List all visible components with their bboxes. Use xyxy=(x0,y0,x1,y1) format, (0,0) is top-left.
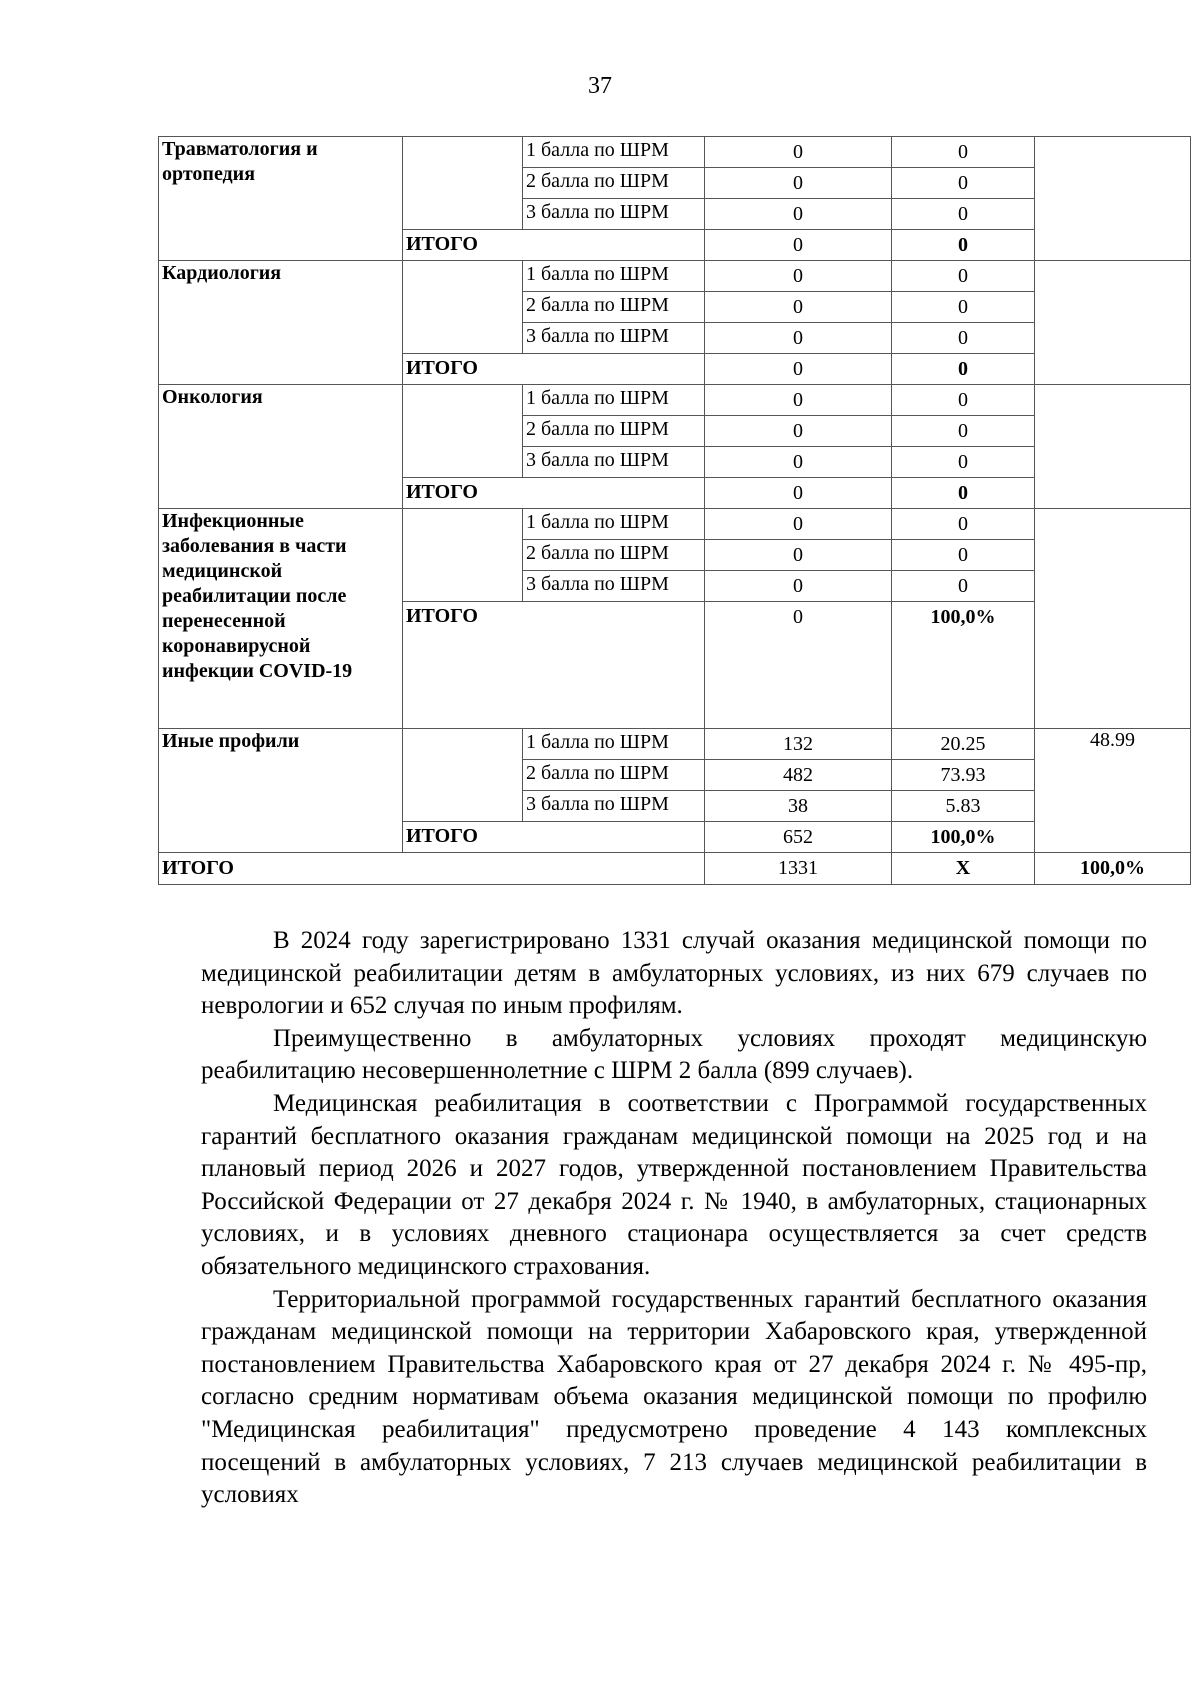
level-label: 3 балла по ШРМ xyxy=(523,323,705,354)
percent-cell: 0 xyxy=(892,292,1035,323)
table-row xyxy=(159,385,1191,416)
level-label: 2 балла по ШРМ xyxy=(523,540,705,571)
percent-cell: 0 xyxy=(892,168,1035,199)
count-cell: 0 xyxy=(705,416,892,447)
count-cell: 0 xyxy=(705,261,892,292)
count-cell: 132 xyxy=(705,729,892,760)
profile-cell: Травматология и ортопедия xyxy=(159,137,403,261)
table-row-grand-total xyxy=(159,853,1191,885)
count-cell: 0 xyxy=(705,168,892,199)
count-cell: 0 xyxy=(705,199,892,230)
table-row xyxy=(159,509,1191,540)
level-label: 3 балла по ШРМ xyxy=(523,447,705,478)
level-label: 2 балла по ШРМ xyxy=(523,760,705,791)
percent-cell: 73.93 xyxy=(892,760,1035,791)
body-text xyxy=(201,925,1147,1512)
grand-total-share: 100,0% xyxy=(1035,853,1191,885)
subtotal-label: ИТОГО xyxy=(403,478,705,509)
page-number: 37 xyxy=(588,73,612,99)
percent-cell: 0 xyxy=(892,261,1035,292)
level-label: 3 балла по ШРМ xyxy=(523,571,705,602)
paragraph: Преимущественно в амбулаторных условиях проходят медицинскую реабилитацию несовершеннолетние с ШРМ 2 балла (899 случаев). xyxy=(201,1024,1147,1085)
subtotal-percent: 0 xyxy=(892,354,1035,385)
level-label: 1 балла по ШРМ xyxy=(523,261,705,292)
subtotal-count: 0 xyxy=(705,230,892,261)
paragraph: В 2024 году зарегистрировано 1331 случай оказания медицинской помощи по медицинской реабилитации детям в амбулаторных условиях, из них 679 случаев по неврологии и 652 случая по иным профилям. xyxy=(201,927,1147,1020)
table-row xyxy=(159,137,1191,168)
level-label: 3 балла по ШРМ xyxy=(523,199,705,230)
count-cell: 0 xyxy=(705,137,892,168)
grand-total-label: ИТОГО xyxy=(159,853,705,885)
percent-cell: 5.83 xyxy=(892,791,1035,822)
level-label: 1 балла по ШРМ xyxy=(523,137,705,168)
profile-cell: Инфекционные заболевания в части медицинской реабилитации после перенесенной коронавирусной инфекции COVID-19 xyxy=(159,509,403,729)
percent-cell: 0 xyxy=(892,199,1035,230)
grand-total-percent: Х xyxy=(892,853,1035,885)
share-cell xyxy=(1035,261,1191,385)
count-cell: 0 xyxy=(705,447,892,478)
level-label: 2 балла по ШРМ xyxy=(523,292,705,323)
subtotal-label: ИТОГО xyxy=(403,822,705,853)
subtotal-label: ИТОГО xyxy=(403,230,705,261)
percent-cell: 0 xyxy=(892,323,1035,354)
subtotal-percent: 100,0% xyxy=(892,602,1035,729)
subtotal-percent: 0 xyxy=(892,230,1035,261)
level-label: 3 балла по ШРМ xyxy=(523,791,705,822)
subtotal-label: ИТОГО xyxy=(403,354,705,385)
count-cell: 38 xyxy=(705,791,892,822)
percent-cell: 0 xyxy=(892,540,1035,571)
profile-cell: Иные профили xyxy=(159,729,403,853)
level-label: 1 балла по ШРМ xyxy=(523,385,705,416)
percent-cell: 20.25 xyxy=(892,729,1035,760)
count-cell: 0 xyxy=(705,385,892,416)
paragraph: Медицинская реабилитация в соответствии с Программой государственных гарантий бесплатного оказания гражданам медицинской помощи на 2025 год и на плановый период 2026 и 2027 годов, утвержденной постановлением Правительства Российской Федерации от 27 декабря 2024 г. № 1940, в амбулаторных, стационарных условиях, и в условиях дневного стационара осуществляется за счет средств обязательного медицинского страхования. xyxy=(201,1089,1147,1280)
count-cell: 0 xyxy=(705,292,892,323)
subtotal-count: 652 xyxy=(705,822,892,853)
share-cell xyxy=(1035,509,1191,729)
table-row xyxy=(159,261,1191,292)
subtotal-count: 0 xyxy=(705,602,892,729)
grand-total-count: 1331 xyxy=(705,853,892,885)
count-cell: 482 xyxy=(705,760,892,791)
percent-cell: 0 xyxy=(892,509,1035,540)
subtotal-count: 0 xyxy=(705,354,892,385)
share-cell xyxy=(1035,137,1191,261)
subtotal-label: ИТОГО xyxy=(403,602,705,729)
count-cell: 0 xyxy=(705,509,892,540)
percent-cell: 0 xyxy=(892,137,1035,168)
profile-cell: Кардиология xyxy=(159,261,403,385)
percent-cell: 0 xyxy=(892,447,1035,478)
percent-cell: 0 xyxy=(892,385,1035,416)
subtotal-percent: 100,0% xyxy=(892,822,1035,853)
level-label: 1 балла по ШРМ xyxy=(523,729,705,760)
share-cell xyxy=(1035,385,1191,509)
level-label: 1 балла по ШРМ xyxy=(523,509,705,540)
level-label: 2 балла по ШРМ xyxy=(523,168,705,199)
percent-cell: 0 xyxy=(892,416,1035,447)
paragraph: Территориальной программой государственных гарантий бесплатного оказания гражданам медицинской помощи на территории Хабаровского края, утвержденной постановлением Правительства Хабаровского края от 27 декабря 2024 г. № 495-пр, согласно средним нормативам объема оказания медицинской помощи по профилю "Медицинская реабилитация" предусмотрено проведение 4 143 комплексных посещений в амбулаторных условиях, 7 213 случаев медицинской реабилитации в условиях xyxy=(201,1285,1147,1509)
count-cell: 0 xyxy=(705,571,892,602)
subtotal-count: 0 xyxy=(705,478,892,509)
table-row xyxy=(159,729,1191,760)
share-cell: 48.99 xyxy=(1035,729,1191,853)
percent-cell: 0 xyxy=(892,571,1035,602)
count-cell: 0 xyxy=(705,540,892,571)
rehabilitation-stats-table xyxy=(158,136,1191,885)
count-cell: 0 xyxy=(705,323,892,354)
subtotal-percent: 0 xyxy=(892,478,1035,509)
profile-cell: Онкология xyxy=(159,385,403,509)
level-label: 2 балла по ШРМ xyxy=(523,416,705,447)
